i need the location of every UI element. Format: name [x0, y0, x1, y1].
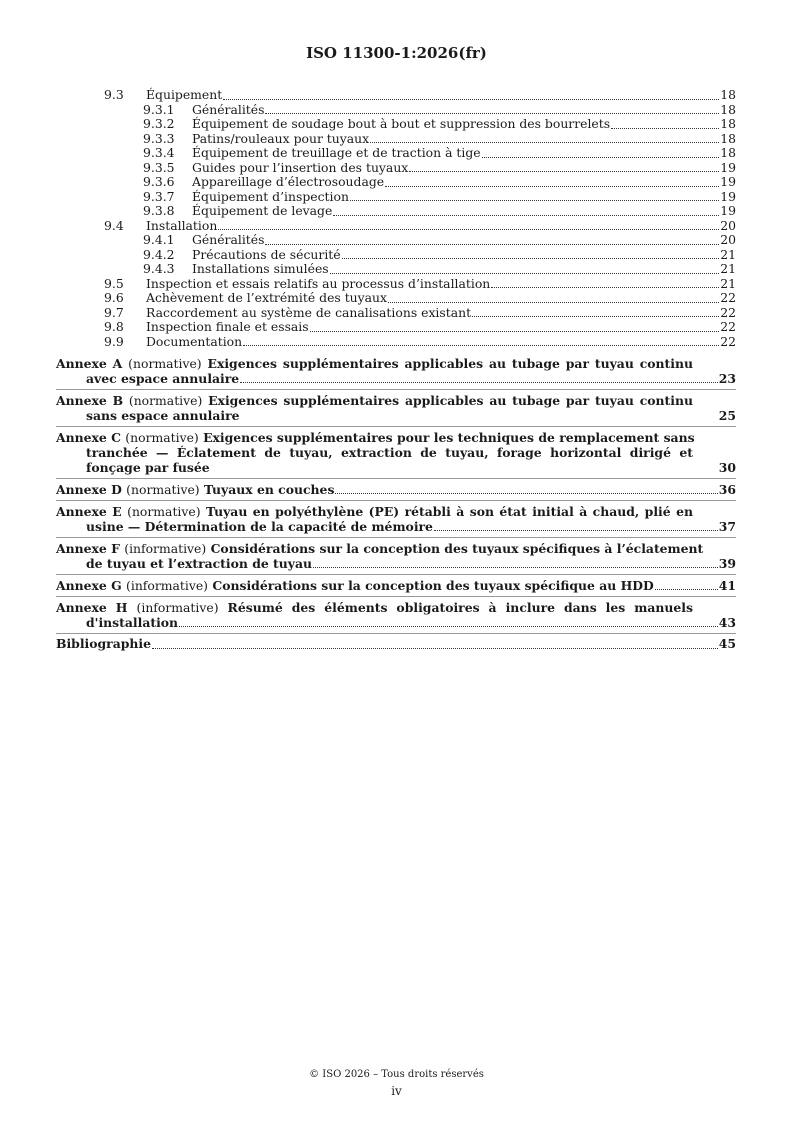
toc-entry[interactable] [56, 103, 736, 118]
annex-title-end: avec espace annulaire [86, 371, 240, 386]
toc-title: Inspection et essais relatifs au processus d’installation [146, 275, 491, 291]
toc-annex-entry[interactable] [56, 538, 736, 575]
leader-dots [223, 99, 719, 100]
leader-dots [310, 331, 720, 332]
toc-entry[interactable] [56, 117, 736, 132]
toc-title: Équipement [146, 87, 223, 102]
annex-label: Annexe H [56, 600, 128, 615]
annex-heading [56, 600, 736, 615]
annex-title: Exigences supplémentaires pour les techniques de remplacement sans [203, 430, 695, 445]
leader-dots [265, 244, 719, 245]
annex-label: Annexe E [56, 504, 122, 519]
leader-dots [370, 142, 719, 143]
toc-number: 9.3.4 [143, 145, 175, 160]
document-header: ISO 11300-1:2026(fr) [306, 44, 487, 62]
toc-number: 9.3.5 [143, 159, 175, 175]
leader-dots [313, 567, 718, 568]
toc-title: Installations simulées [192, 261, 329, 276]
toc-annex-entry[interactable] [56, 390, 736, 427]
toc-annex-entry[interactable] [56, 597, 736, 634]
annex-type: (normative) [126, 482, 200, 497]
annex-label: Annexe G [56, 578, 122, 593]
leader-dots [385, 186, 719, 187]
annex-heading [56, 504, 736, 519]
toc-entry[interactable] [56, 219, 736, 234]
annex-title: Considérations sur la conception des tuyaux spécifique au HDD [212, 578, 654, 593]
toc-title: Équipement de soudage bout à bout et suppression des bourrelets [192, 116, 611, 131]
bibliography-label: Bibliographie [56, 636, 152, 651]
toc-title: Appareillage d’électrosoudage [192, 174, 385, 189]
leader-dots [434, 530, 718, 531]
annex-heading [56, 356, 736, 371]
toc-bibliography-entry[interactable] [56, 634, 736, 652]
leader-dots [218, 229, 719, 230]
toc-annex-entry[interactable] [56, 479, 736, 501]
annex-last-line [56, 556, 736, 571]
toc-page: 18 [720, 130, 736, 146]
toc-number: 9.3.3 [143, 130, 175, 146]
table-of-contents [56, 88, 736, 652]
toc-entry[interactable] [56, 233, 736, 248]
annex-last-line [56, 371, 736, 386]
toc-number: 9.6 [104, 290, 124, 305]
annex-title-continued: tranchée — Éclatement de tuyau, extraction de tuyau, forage horizontal dirigé et [86, 445, 693, 460]
toc-number: 9.5 [104, 275, 124, 291]
toc-page: 21 [720, 246, 736, 262]
annex-title: Exigences supplémentaires applicables au tubage par tuyau continu [207, 356, 693, 371]
toc-annex-entry[interactable] [56, 575, 736, 597]
annex-type: (informative) [124, 541, 207, 556]
toc-number: 9.4.3 [143, 261, 175, 276]
toc-page: 22 [720, 290, 736, 305]
annex-title-end: d'installation [86, 615, 179, 630]
annex-label: Annexe B [56, 393, 124, 408]
annex-heading [56, 393, 736, 408]
toc-page: 22 [720, 319, 736, 334]
toc-page: 43 [718, 615, 736, 630]
annex-title: Tuyaux en couches [203, 482, 335, 497]
toc-entry[interactable] [56, 262, 736, 277]
annex-heading [56, 541, 736, 556]
toc-entry[interactable] [56, 291, 736, 306]
toc-annex-entry[interactable] [56, 427, 736, 479]
annex-last-line [56, 519, 736, 534]
annex-label: Annexe C [56, 430, 121, 445]
toc-page: 22 [720, 333, 736, 349]
toc-entry[interactable] [56, 88, 736, 103]
page-footer [0, 1066, 793, 1100]
annex-title: Résumé des éléments obligatoires à inclure dans les manuels [227, 600, 693, 615]
toc-page: 19 [720, 203, 736, 218]
annex-title: Considérations sur la conception des tuyaux spécifiques à l’éclatement [210, 541, 704, 556]
annex-title-end: sans espace annulaire [86, 408, 240, 423]
leader-dots [482, 157, 720, 158]
toc-entry[interactable] [56, 161, 736, 176]
toc-entry[interactable] [56, 190, 736, 205]
annex-title: Tuyau en polyéthylène (PE) rétabli à son état initial à chaud, plié en [206, 504, 693, 519]
toc-number: 9.3.1 [143, 101, 175, 117]
leader-dots [333, 215, 719, 216]
toc-number: 9.3.8 [143, 203, 175, 218]
annex-type: (informative) [136, 600, 219, 615]
leader-dots [350, 200, 719, 201]
annex-heading [56, 430, 736, 445]
toc-page: 37 [718, 519, 736, 534]
toc-title: Inspection finale et essais [146, 319, 309, 334]
toc-title: Équipement d’inspection [192, 188, 349, 204]
toc-title: Patins/rouleaux pour tuyaux [192, 130, 370, 146]
toc-page: 25 [718, 408, 736, 423]
toc-page: 21 [720, 261, 736, 276]
toc-entry[interactable] [56, 146, 736, 161]
leader-dots [265, 113, 719, 114]
toc-entry[interactable] [56, 175, 736, 190]
annex-heading [56, 482, 736, 497]
toc-number: 9.3 [104, 87, 124, 102]
toc-number: 9.4 [104, 217, 124, 233]
toc-page: 41 [718, 578, 736, 593]
toc-entry[interactable] [56, 132, 736, 147]
toc-number: 9.7 [104, 304, 124, 320]
toc-page: 21 [720, 275, 736, 291]
annex-type: (normative) [127, 504, 201, 519]
toc-page: 36 [718, 482, 736, 497]
toc-title: Généralités [192, 101, 265, 117]
toc-page: 18 [720, 87, 736, 102]
annex-type: (normative) [128, 356, 202, 371]
toc-page: 39 [718, 556, 736, 571]
toc-title: Achèvement de l’extrémité des tuyaux [146, 290, 388, 305]
toc-annex-entry[interactable] [56, 353, 736, 390]
leader-dots [342, 258, 720, 259]
toc-number: 9.9 [104, 333, 124, 349]
toc-page: 18 [720, 101, 736, 117]
toc-page: 19 [720, 159, 736, 175]
toc-page: 18 [720, 116, 736, 131]
toc-title: Équipement de treuillage et de traction à tige [192, 145, 481, 160]
toc-number: 9.4.1 [143, 232, 175, 247]
annex-label: Annexe A [56, 356, 123, 371]
toc-page: 23 [718, 371, 736, 386]
annex-title-end: usine — Détermination de la capacité de mémoire [86, 519, 433, 534]
annex-title-end: de tuyau et l’extraction de tuyau [86, 556, 313, 571]
leader-dots [409, 171, 719, 172]
toc-page: 18 [720, 145, 736, 160]
leader-dots [243, 345, 719, 346]
toc-page: 45 [718, 636, 736, 651]
toc-title: Guides pour l’insertion des tuyaux [192, 159, 409, 175]
toc-number: 9.3.2 [143, 116, 175, 131]
toc-number: 9.4.2 [143, 246, 175, 262]
toc-title: Raccordement au système de canalisations existant [146, 304, 472, 320]
toc-entry[interactable] [56, 277, 736, 292]
toc-title: Équipement de levage [192, 203, 333, 218]
annex-title: Exigences supplémentaires applicables au tubage par tuyau continu [208, 393, 693, 408]
leader-dots [179, 626, 718, 627]
toc-title: Précautions de sécurité [192, 246, 341, 262]
leader-dots [655, 589, 718, 590]
copyright-notice: © ISO 2026 – Tous droits réservés [309, 1069, 484, 1080]
annex-last-line [56, 460, 736, 475]
toc-page: 20 [720, 232, 736, 247]
toc-page: 22 [720, 304, 736, 320]
annex-last-line [56, 408, 736, 423]
toc-page: 20 [720, 217, 736, 233]
leader-dots [491, 287, 719, 288]
toc-page: 19 [720, 174, 736, 189]
toc-entry[interactable] [56, 335, 736, 350]
toc-entry[interactable] [56, 306, 736, 321]
leader-dots [388, 302, 719, 303]
toc-number: 9.3.7 [143, 188, 175, 204]
leader-dots [330, 273, 720, 274]
annex-last-line [56, 615, 736, 630]
toc-number: 9.3.6 [143, 174, 175, 189]
toc-entry[interactable] [56, 248, 736, 263]
toc-page: 19 [720, 188, 736, 204]
leader-dots [152, 648, 718, 649]
leader-dots [240, 382, 718, 383]
toc-entry[interactable] [56, 320, 736, 335]
annex-title-end: fonçage par fusée [86, 460, 210, 475]
leader-dots [472, 316, 719, 317]
annex-label: Annexe D [56, 482, 122, 497]
toc-title: Documentation [146, 333, 243, 349]
toc-title: Généralités [192, 232, 265, 247]
toc-title: Installation [146, 217, 218, 233]
toc-annex-entry[interactable] [56, 501, 736, 538]
annex-heading [56, 578, 736, 593]
toc-page: 30 [718, 460, 736, 475]
annex-type: (normative) [128, 393, 203, 408]
toc-number: 9.8 [104, 319, 124, 334]
page-number: iv [391, 1084, 402, 1098]
annex-type: (normative) [125, 430, 199, 445]
annex-type: (informative) [126, 578, 209, 593]
toc-entry[interactable] [56, 204, 736, 219]
leader-dots [335, 493, 717, 494]
annex-label: Annexe F [56, 541, 120, 556]
leader-dots [611, 128, 719, 129]
